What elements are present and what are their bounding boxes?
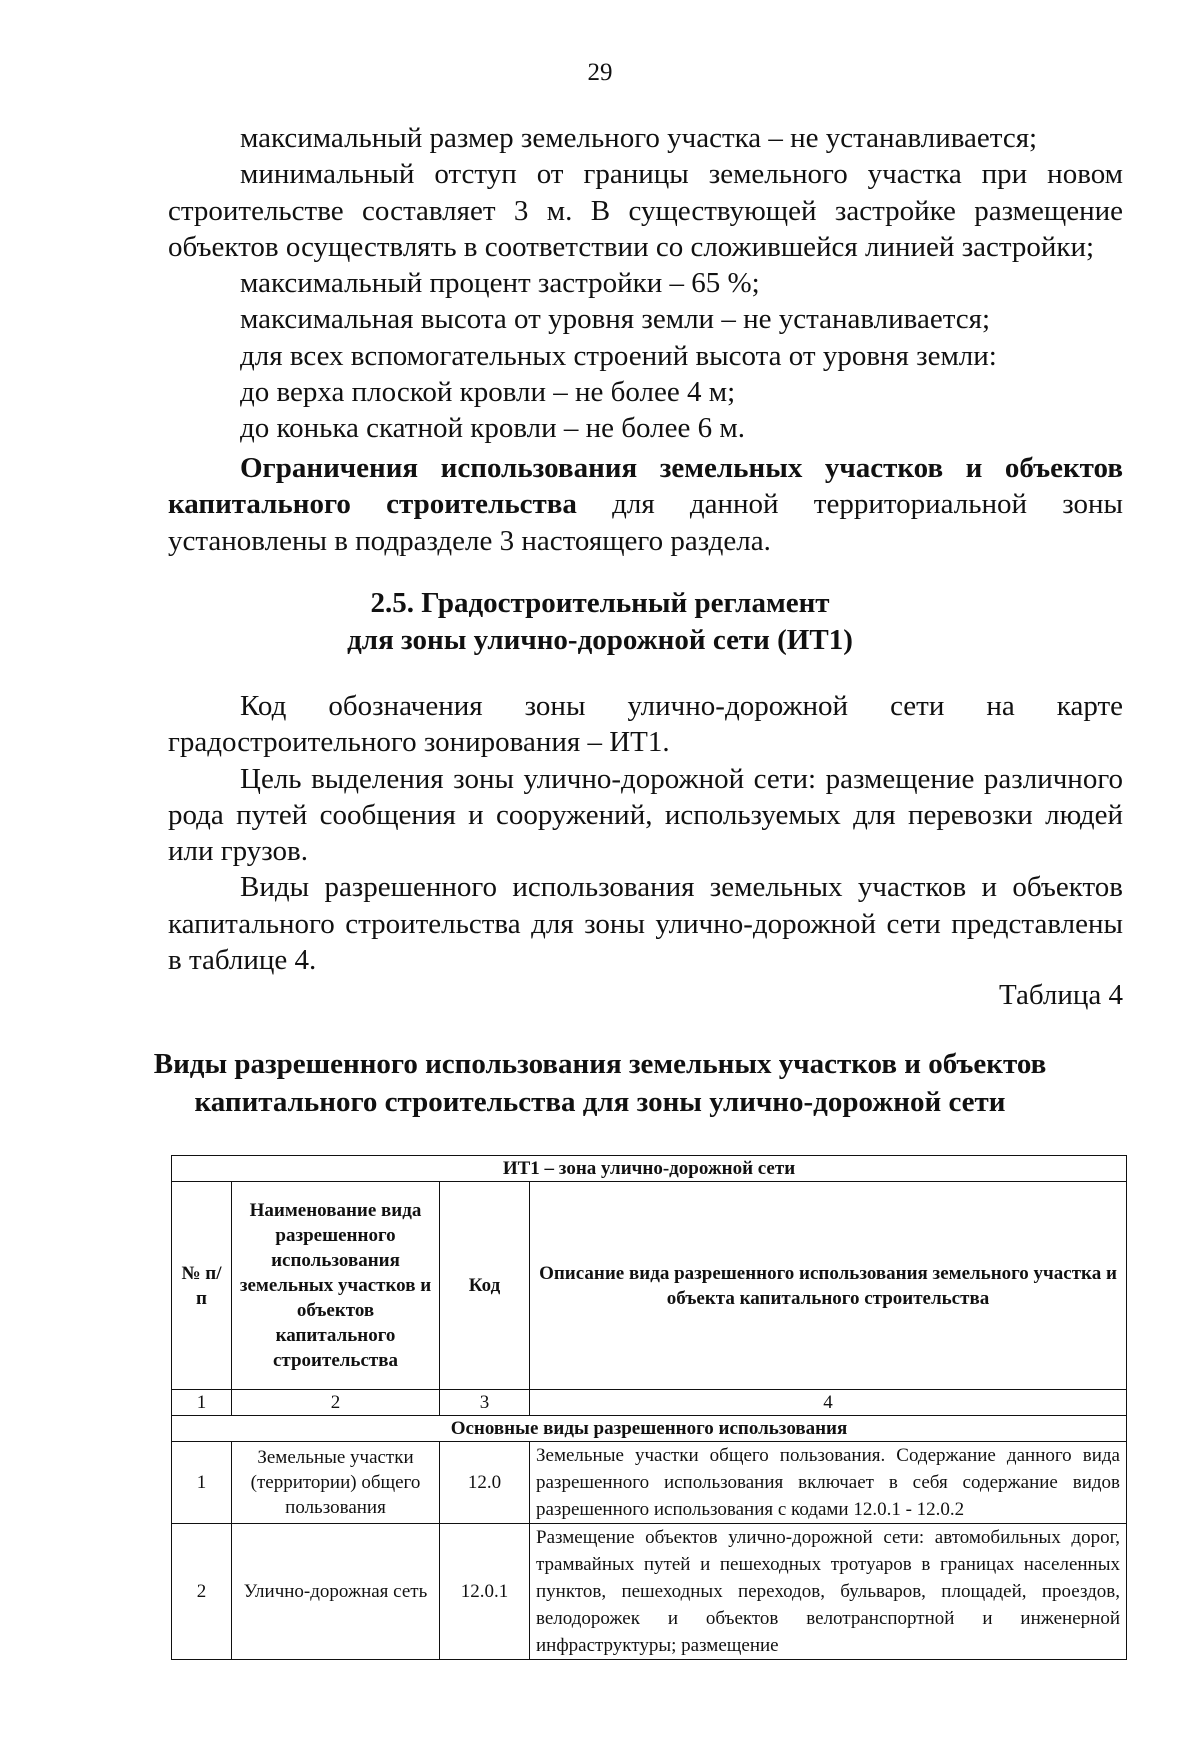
max-plot-size-text: максимальный размер земельного участка – не устанавливается; (240, 122, 1038, 154)
zone-purpose-text: Цель выделения зоны улично-дорожной сети: размещение различного рода путей сообщения и сооружений, используемых для перевозки людей или грузов. (168, 762, 1123, 868)
table-title-line1: Виды разрешенного использования земельных участков и объектов (153, 1048, 1047, 1080)
col-number: 2 (232, 1390, 440, 1416)
row-code: 12.0.1 (440, 1524, 530, 1660)
row-name: Земельные участки (территории) общего пользования (232, 1442, 440, 1524)
header-code: Код (440, 1182, 530, 1390)
col-number: 3 (440, 1390, 530, 1416)
section-heading-line1: 2.5. Градостроительный регламент (370, 587, 830, 619)
restrictions-rest-text: для данной территориальной зоны установлены в подразделе 3 настоящего раздела. (168, 488, 1124, 557)
zone-description (168, 688, 1123, 978)
zone-code-text: Код обозначения зоны улично-дорожной сети на карте градостроительного зонирования – ИТ1. (168, 690, 1123, 759)
row-description: Земельные участки общего пользования. Содержание данного вида разрешенного использования включает в себя содержание видов разрешенного использования с кодами 12.0.1 - 12.0.2 (530, 1442, 1127, 1524)
min-setback-text: минимальный отступ от границы земельного участка при новом строительстве составляет 3 м. В существующей застройке размещение объектов осуществлять в соответствии со сложившейся линией застройки; (168, 158, 1123, 263)
header-num: № п/п (172, 1182, 232, 1390)
restrictions-paragraph (168, 450, 1123, 559)
permitted-uses-table (171, 1155, 1127, 1660)
table-row (172, 1442, 1127, 1524)
col-number: 4 (530, 1390, 1127, 1416)
max-building-percent-text: максимальный процент застройки – 65 %; (240, 267, 760, 300)
header-name: Наименование вида разрешенного использования земельных участков и объектов капитального строительства (232, 1182, 440, 1390)
page-number: 29 (587, 59, 613, 86)
auxiliary-buildings-text: для всех вспомогательных строений высота от уровня земли: (240, 339, 997, 372)
row-code: 12.0 (440, 1442, 530, 1524)
col-number: 1 (172, 1390, 232, 1416)
permitted-uses-text: Виды разрешенного использования земельных участков и объектов капитального строительства для зоны улично-дорожной сети представлены в таблице 4. (168, 871, 1123, 977)
row-name: Улично-дорожная сеть (232, 1524, 440, 1660)
zone-header: ИТ1 – зона улично-дорожной сети (172, 1156, 1127, 1182)
pitched-roof-text: до конька скатной кровли – не более 6 м. (240, 412, 745, 445)
row-num: 2 (172, 1524, 232, 1660)
restrictions-bold-text: Ограничения использования земельных участков и объектов капитального строительства (168, 452, 1123, 521)
row-description: Размещение объектов улично-дорожной сети: автомобильных дорог, трамвайных путей и пешеходных тротуаров в границах населенных пунктов, пешеходных переходов, бульваров, площадей, проездов, велодорожек и объектов велотранспортной и инженерной инфраструктуры; размещение (530, 1524, 1127, 1660)
row-num: 1 (172, 1442, 232, 1524)
flat-roof-text: до верха плоской кровли – не более 4 м; (240, 376, 736, 409)
table-label: Таблица 4 (998, 979, 1123, 1011)
section-header-row: Основные виды разрешенного использования (172, 1416, 1127, 1442)
section-heading-line2: для зоны улично-дорожной сети (ИТ1) (347, 624, 853, 656)
table-title (0, 1045, 1200, 1121)
parameters-list (168, 120, 1123, 447)
section-heading (0, 585, 1200, 659)
table-row (172, 1524, 1127, 1660)
table-title-line2: капитального строительства для зоны улично-дорожной сети (194, 1086, 1006, 1118)
max-height-text: максимальная высота от уровня земли – не устанавливается; (240, 303, 991, 336)
header-description: Описание вида разрешенного использования земельного участка и объекта капитального строительства (530, 1182, 1127, 1390)
